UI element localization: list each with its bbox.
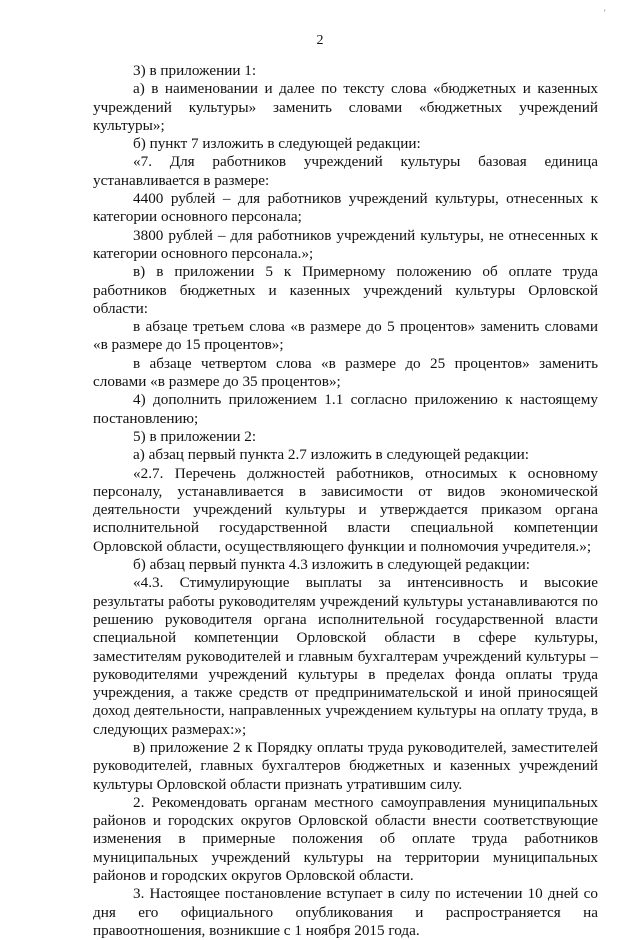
paragraph-item-3b: б) пункт 7 изложить в следующей редакции: — [133, 135, 421, 153]
paragraph-point-2-7: «2.7. Перечень должностей работников, относимых к основному персоналу, устанавливается в зависимости от видов экономической деятельности учреждений культуры и утверждается приказом органа исполнительной государственной власти специальной компетенции Орловской области, осуществляющего функции и полномочия учредителя.»; — [93, 464, 598, 555]
paragraph-amount-3800: 3800 рублей – для работников учреждений культуры, не отнесенных к категории основного персонала.»; — [93, 226, 598, 262]
paragraph-section-3: 3. Настоящее постановление вступает в силу по истечении 10 дней со дня его официального опубликования и распространяется на правоотношения, возникшие с 1 ноября 2015 года. — [93, 885, 598, 939]
paragraph-item-5: 5) в приложении 2: — [133, 427, 257, 445]
document-body — [93, 62, 598, 940]
corner-mark: ' — [604, 8, 606, 18]
paragraph-abzac-fourth: в абзаце четвертом слова «в размере до 25 процентов» заменить словами «в размере до 35 процентов»; — [93, 354, 598, 391]
paragraph-abzac-third: в абзаце третьем слова «в размере до 5 процентов» заменить словами «в размере до 15 процентов»; — [93, 318, 598, 354]
paragraph-item-3a: а) в наименовании и далее по тексту слова «бюджетных и казенных учреждений культуры» заменить словами «бюджетных учреждений культуры»; — [93, 80, 598, 134]
paragraph-amount-4400: 4400 рублей – для работников учреждений культуры, отнесенных к категории основного персонала; — [93, 190, 598, 226]
paragraph-item-3: 3) в приложении 1: — [133, 62, 257, 79]
paragraph-point-4-3: «4.3. Стимулирующие выплаты за интенсивность и высокие результаты работы руководителям учреждений культуры устанавливаются по решению руководителя органа исполнительной государственной власти специальной компетенции Орловской области в сфере культуры, заместителям руководителей и главным бухгалтерам учреждений культуры – руководителями учреждений культуры в пределах фонда оплаты труда учреждения, а также средств от предпринимательской и иной приносящей доход деятельности, направленных учреждением культуры на оплату труда, в следующих размерах:»; — [93, 574, 598, 738]
paragraph-point-7: «7. Для работников учреждений культуры базовая единица устанавливается в размере: — [93, 153, 598, 189]
paragraph-item-5b: б) абзац первый пункта 4.3 изложить в следующей редакции: — [133, 556, 530, 574]
paragraph-item-4: 4) дополнить приложением 1.1 согласно приложению к настоящему постановлению; — [93, 391, 598, 427]
paragraph-section-2: 2. Рекомендовать органам местного самоуправления муниципальных районов и городских округов Орловской области внести соответствующие изменения в примерные положения об оплате труда работников муниципальных учреждений культуры на территории муниципальных районов и городских округов Орловской области. — [93, 793, 598, 885]
page-number: 2 — [316, 33, 324, 48]
paragraph-item-3v: в) в приложении 5 к Примерному положению об оплате труда работников бюджетных и казенных учреждений культуры Орловской области: — [93, 263, 598, 317]
paragraph-item-5a: а) абзац первый пункта 2.7 изложить в следующей редакции: — [133, 446, 530, 464]
paragraph-item-5v: в) приложение 2 к Порядку оплаты труда руководителей, заместителей руководителей, главных бухгалтеров бюджетных и казенных учреждений культуры Орловской области признать утратившим силу. — [93, 738, 598, 793]
